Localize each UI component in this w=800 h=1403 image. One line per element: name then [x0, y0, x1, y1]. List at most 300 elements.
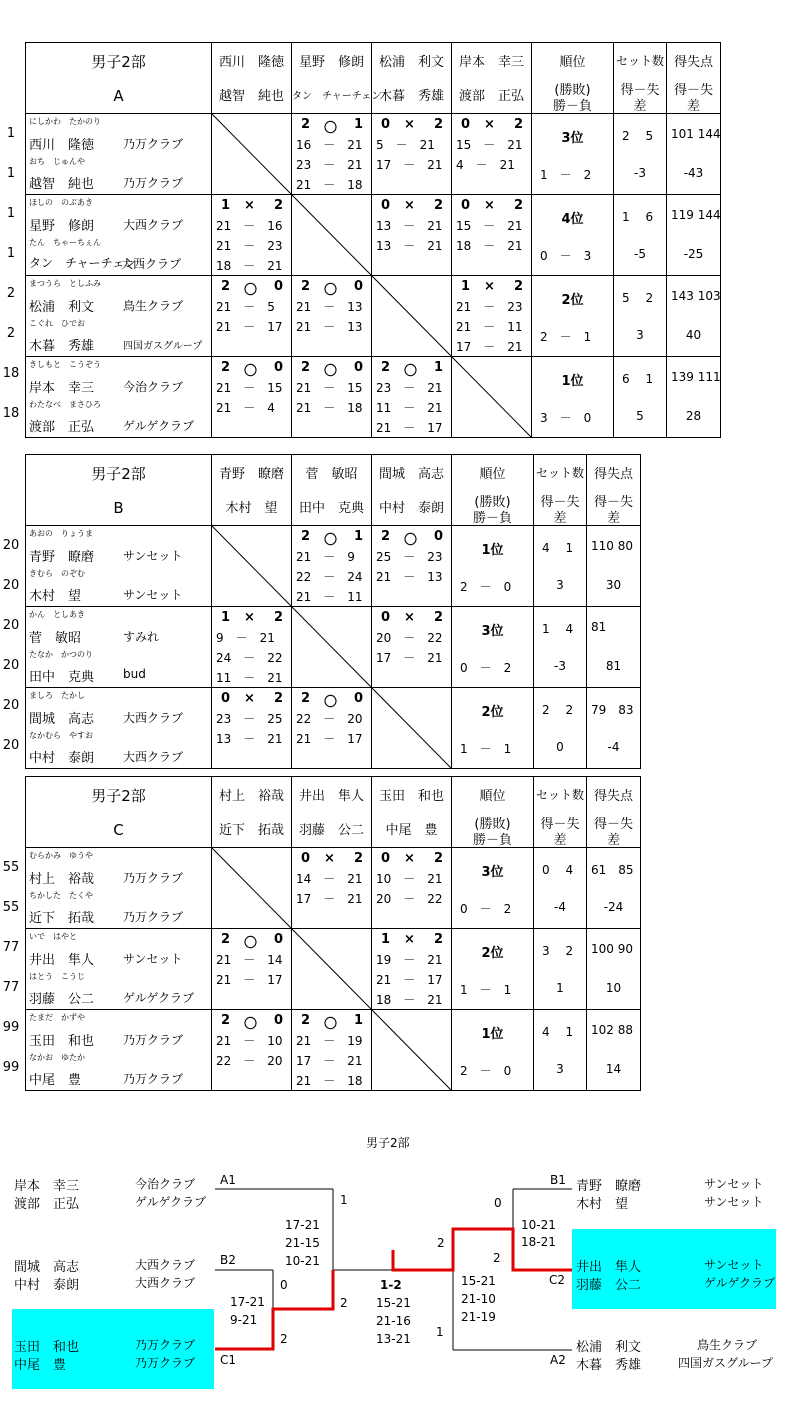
player-club: 大西クラブ: [123, 711, 184, 725]
match-sets-lost: 2: [354, 851, 364, 866]
game-score: 21 － 18: [296, 1074, 363, 1088]
set-header: セット数: [535, 788, 584, 802]
game-score: 21 － 17: [376, 421, 443, 435]
match-sets-lost: 0: [434, 529, 444, 544]
group-c: [0, 776, 800, 1097]
win-loss-record: 3 － 0: [540, 411, 592, 425]
player-club: サンセット: [123, 588, 183, 602]
player-row: [26, 688, 641, 769]
match-result-mark: 〇: [244, 936, 258, 951]
player-club: 鳥生クラブ: [123, 299, 184, 313]
rank-value: 2位: [481, 946, 504, 961]
column-player-bottom: 木暮 秀雄: [378, 89, 444, 104]
column-player-top: 西川 隆徳: [218, 55, 284, 70]
match-sets-won: 2: [301, 117, 311, 132]
game-score: 18 － 21: [216, 259, 283, 273]
rank-subheader: 勝－負: [552, 99, 592, 114]
match-sets-lost: 2: [274, 610, 284, 625]
player-name: 渡部 正弘: [29, 420, 95, 435]
bracket-match-score: 1: [340, 1193, 348, 1207]
rank-subheader: (勝敗): [554, 83, 591, 98]
game-score: 23 － 21: [296, 158, 363, 172]
game-score: 17 － 21: [296, 892, 363, 906]
match-sets-lost: 0: [354, 279, 364, 294]
column-player-bottom: 中尾 豊: [385, 823, 438, 838]
game-score: 9-21: [230, 1313, 258, 1327]
player-club: 乃万クラブ: [123, 176, 184, 190]
bracket-player-club: 今治クラブ: [135, 1177, 196, 1191]
game-score: 21 － 17: [216, 973, 283, 987]
bracket-seed: A1: [220, 1173, 236, 1187]
game-score: 22 － 20: [296, 712, 363, 726]
player-club: 乃万クラブ: [123, 871, 184, 885]
player-kana: なかむら やすお: [29, 731, 93, 740]
bracket-player-club: サンセット: [704, 1258, 764, 1272]
column-player-bottom: 田中 克典: [298, 501, 364, 516]
row-number: 55: [2, 860, 20, 875]
game-score: 17 － 21: [376, 158, 443, 172]
player-name: 中尾 豊: [29, 1073, 82, 1088]
match-result-mark: 〇: [404, 364, 418, 379]
game-score: 21-19: [461, 1310, 496, 1324]
row-number: 77: [2, 940, 20, 955]
match-sets-lost: 0: [354, 691, 364, 706]
row-number: 55: [2, 900, 20, 915]
rank-value: 4位: [561, 212, 584, 227]
set-difference: 5: [636, 409, 644, 423]
win-loss-record: 2 － 0: [460, 1064, 512, 1078]
point-totals: 139 111: [671, 370, 721, 384]
point-difference: 10: [605, 981, 622, 995]
player-row: [26, 848, 641, 929]
game-score: 17 － 21: [296, 1054, 363, 1068]
match-sets-won: 2: [381, 529, 391, 544]
game-score: 22 － 24: [296, 570, 363, 584]
column-player-top: 青野 瞭磨: [218, 467, 284, 482]
set-count: 4 1: [542, 1025, 574, 1039]
group-b: [0, 454, 800, 767]
set-difference: 3: [636, 328, 644, 342]
rank-subheader: (勝敗): [474, 817, 511, 832]
rank-value: 2位: [481, 705, 504, 720]
match-result-mark: ×: [484, 117, 495, 132]
set-subheader: 差: [553, 511, 567, 526]
match-sets-won: 2: [221, 1013, 231, 1028]
group-label: B: [113, 499, 124, 517]
player-club: 四国ガスグループ: [123, 341, 203, 352]
match-result-mark: ×: [244, 198, 255, 213]
match-sets-lost: 1: [434, 360, 444, 375]
bracket-player-name: 岸本 幸三: [14, 1179, 80, 1194]
win-loss-record: 0 － 2: [460, 902, 512, 916]
player-row: [26, 195, 721, 276]
bracket-match-score: 2: [493, 1251, 501, 1265]
group-a: [0, 42, 800, 434]
set-count: 1 6: [622, 210, 654, 224]
player-kana: あおの りょうま: [29, 529, 93, 538]
player-kana: はとう こうじ: [29, 972, 85, 981]
match-sets-lost: 0: [274, 360, 284, 375]
win-loss-record: 2 － 0: [460, 580, 512, 594]
match-sets-lost: 2: [434, 117, 444, 132]
game-score: 18 － 21: [456, 239, 523, 253]
row-number: 2: [6, 286, 16, 301]
point-totals: 81: [591, 620, 607, 634]
player-name: 近下 拓哉: [29, 911, 95, 926]
match-result-mark: 〇: [244, 364, 258, 379]
round-robin-table: [25, 42, 721, 438]
game-score: 21 － 11: [296, 590, 363, 604]
player-club: 今治クラブ: [123, 380, 184, 394]
set-difference: 1: [556, 981, 564, 995]
point-totals: 61 85: [591, 863, 634, 877]
column-player-top: 間城 高志: [378, 467, 444, 482]
match-sets-lost: 2: [514, 117, 524, 132]
game-score: 21 － 15: [296, 381, 363, 395]
bracket-player-name: 木村 望: [576, 1197, 629, 1212]
player-club: 乃万クラブ: [123, 1033, 184, 1047]
player-club: ゲルゲクラブ: [123, 419, 195, 433]
match-result-mark: 〇: [324, 283, 338, 298]
win-loss-record: 2 － 1: [540, 330, 592, 344]
column-player-bottom: 中村 泰朗: [378, 501, 444, 516]
player-kana: かん としあき: [29, 610, 85, 619]
bracket-player-name: 間城 高志: [14, 1260, 80, 1275]
player-name: 井出 隼人: [29, 953, 95, 968]
row-number: 20: [2, 538, 20, 553]
match-result-mark: 〇: [324, 533, 338, 548]
set-difference: 3: [556, 1062, 564, 1076]
bracket-player-club: 乃万クラブ: [135, 1338, 196, 1352]
player-name: 羽藤 公二: [29, 992, 95, 1007]
point-difference: -43: [683, 166, 704, 180]
point-header: 得失点: [673, 55, 713, 70]
match-sets-won: 1: [221, 198, 231, 213]
set-subheader: 差: [553, 833, 567, 848]
set-count: 6 1: [622, 372, 654, 386]
match-result-mark: ×: [404, 610, 415, 625]
column-player-bottom: 羽藤 公二: [298, 823, 364, 838]
point-header: 得失点: [593, 467, 633, 482]
self-match-diagonal: [212, 526, 291, 606]
rank-value: 3位: [481, 624, 504, 639]
point-totals: 119 144: [671, 208, 721, 222]
bracket-seed: B2: [220, 1253, 236, 1267]
player-name: 田中 克典: [29, 670, 95, 685]
game-score: 22 － 20: [216, 1054, 283, 1068]
bracket-player-name: 松浦 利文: [576, 1340, 642, 1355]
column-player-top: 松浦 利文: [378, 55, 444, 70]
set-difference: 0: [556, 740, 564, 754]
group-title: 男子2部: [91, 787, 146, 805]
game-score: 21 － 23: [216, 239, 283, 253]
player-kana: こぐれ ひでお: [29, 319, 85, 328]
set-subheader: 得－失: [540, 495, 580, 510]
self-match-diagonal: [372, 688, 451, 768]
game-score: 21 － 10: [216, 1034, 283, 1048]
game-score: 10-21: [521, 1218, 556, 1232]
set-subheader: 得－失: [620, 83, 660, 98]
column-player-top: 井出 隼人: [298, 789, 364, 804]
match-result-mark: ×: [404, 198, 415, 213]
set-subheader: 得－失: [540, 817, 580, 832]
bracket-player-name: 渡部 正弘: [14, 1197, 80, 1212]
self-match-diagonal: [292, 195, 371, 275]
match-result-mark: ×: [244, 691, 255, 706]
game-score: 21 － 13: [296, 320, 363, 334]
match-sets-won: 2: [221, 279, 231, 294]
row-number: 1: [6, 166, 16, 181]
game-score: 17-21: [230, 1295, 265, 1309]
player-club: ゲルゲクラブ: [123, 991, 195, 1005]
player-row: [26, 114, 721, 195]
game-score: 17-21: [285, 1218, 320, 1232]
set-count: 1 4: [542, 622, 574, 636]
match-result-mark: 〇: [324, 1017, 338, 1032]
player-club: bud: [123, 667, 146, 681]
match-result-mark: 〇: [324, 695, 338, 710]
round-robin-table: [25, 454, 641, 769]
match-sets-lost: 1: [354, 1013, 364, 1028]
game-score: 21 － 19: [296, 1034, 363, 1048]
point-totals: 102 88: [591, 1023, 633, 1037]
set-difference: -5: [634, 247, 646, 261]
bracket-seed: C2: [549, 1273, 566, 1287]
match-sets-lost: 0: [274, 1013, 284, 1028]
match-sets-won: 2: [381, 360, 391, 375]
match-result-mark: 〇: [244, 283, 258, 298]
tournament-bracket: [0, 1120, 800, 1403]
set-difference: -4: [554, 900, 566, 914]
point-totals: 100 90: [591, 942, 633, 956]
row-number: 20: [2, 698, 20, 713]
game-score: 23 － 21: [376, 381, 443, 395]
player-name: 中村 泰朗: [29, 751, 95, 766]
set-count: 5 2: [622, 291, 654, 305]
match-result-mark: ×: [404, 851, 415, 866]
point-subheader: 得－失: [673, 83, 713, 98]
point-difference: -4: [607, 740, 620, 754]
point-difference: 40: [685, 328, 702, 342]
bracket-match-score: 0: [280, 1278, 288, 1292]
row-number: 18: [2, 406, 20, 421]
player-club: サンセット: [123, 952, 183, 966]
match-sets-won: 0: [461, 117, 471, 132]
rank-value: 1位: [561, 374, 584, 389]
bracket-player-club: 大西クラブ: [135, 1258, 196, 1272]
rank-value: 3位: [561, 131, 584, 146]
match-sets-lost: 2: [434, 932, 444, 947]
player-row: [26, 929, 641, 1010]
row-number: 77: [2, 980, 20, 995]
player-kana: ましろ たかし: [29, 691, 85, 700]
column-player-bottom: 渡部 正弘: [458, 89, 524, 104]
point-subheader: 差: [686, 99, 700, 114]
player-kana: むらかみ ゆうや: [29, 851, 93, 860]
bracket-match-score: 2: [437, 1236, 445, 1250]
point-totals: 79 83: [591, 703, 634, 717]
point-difference: -25: [683, 247, 704, 261]
match-sets-won: 2: [301, 360, 311, 375]
bracket-seed: B1: [550, 1173, 566, 1187]
match-result-mark: 〇: [244, 1017, 258, 1032]
bracket-player-name: 羽藤 公二: [576, 1278, 642, 1293]
point-totals: 143 103: [671, 289, 721, 303]
row-number: 20: [2, 578, 20, 593]
player-kana: なかお ゆたか: [29, 1053, 85, 1062]
set-subheader: 差: [633, 99, 647, 114]
win-loss-record: 0 － 3: [540, 249, 592, 263]
rank-value: 1位: [481, 1027, 504, 1042]
game-score: 21 － 13: [296, 300, 363, 314]
rank-value: 2位: [561, 293, 584, 308]
point-difference: 81: [605, 659, 622, 673]
game-score: 21 － 4: [216, 401, 275, 415]
row-number: 1: [6, 126, 16, 141]
column-player-top: 岸本 幸三: [458, 55, 524, 70]
self-match-diagonal: [292, 929, 371, 1009]
match-sets-lost: 1: [354, 117, 364, 132]
bracket-player-name: 中尾 豊: [14, 1358, 67, 1373]
win-loss-record: 1 － 1: [460, 983, 512, 997]
game-score: 21-10: [461, 1292, 496, 1306]
player-kana: まつうら としふみ: [29, 279, 101, 288]
point-subheader: 差: [606, 511, 620, 526]
rank-header: 順位: [479, 467, 506, 482]
game-score: 18 － 21: [376, 993, 443, 1007]
set-count: 2 5: [622, 129, 654, 143]
player-name: 玉田 和也: [29, 1034, 95, 1049]
bracket-player-club: 乃万クラブ: [135, 1356, 196, 1370]
player-name: 木村 望: [29, 589, 82, 604]
match-result-mark: ×: [484, 279, 495, 294]
group-title: 男子2部: [91, 465, 146, 483]
bracket-player-name: 玉田 和也: [14, 1340, 80, 1355]
game-score: 20 － 22: [376, 892, 443, 906]
game-score: 15-21: [376, 1296, 411, 1310]
bracket-player-club: 鳥生クラブ: [697, 1338, 758, 1352]
player-kana: たまだ かずや: [29, 1013, 85, 1022]
bracket-player-club: サンセット: [704, 1177, 764, 1191]
player-name: 間城 高志: [29, 712, 95, 727]
match-sets-lost: 2: [434, 198, 444, 213]
bracket-player-club: 四国ガスグループ: [678, 1356, 774, 1370]
set-difference: -3: [634, 166, 646, 180]
match-sets-lost: 0: [354, 360, 364, 375]
player-club: 大西クラブ: [121, 257, 182, 271]
player-kana: わたなべ まさひろ: [29, 400, 101, 409]
player-kana: おち じゅんや: [29, 157, 85, 166]
player-name: 星野 修朗: [29, 219, 95, 234]
self-match-diagonal: [372, 276, 451, 356]
win-loss-record: 1 － 1: [460, 742, 512, 756]
match-sets-won: 1: [381, 932, 391, 947]
win-loss-record: 0 － 2: [460, 661, 512, 675]
match-result-mark: ×: [244, 610, 255, 625]
player-name: 青野 瞭磨: [29, 550, 95, 565]
game-score: 9 － 21: [216, 631, 275, 645]
game-score: 13 － 21: [376, 239, 443, 253]
bracket-player-name: 青野 瞭磨: [576, 1179, 642, 1194]
player-name: 村上 裕哉: [29, 872, 95, 887]
player-name: 西川 隆徳: [29, 138, 95, 153]
match-result-mark: 〇: [324, 364, 338, 379]
player-name: 越智 純也: [29, 177, 95, 192]
game-score: 21 － 15: [216, 381, 283, 395]
player-club: 乃万クラブ: [123, 910, 184, 924]
player-club: 大西クラブ: [123, 218, 184, 232]
game-score: 23 － 25: [216, 712, 283, 726]
rank-subheader: 勝－負: [472, 833, 512, 848]
match-sets-won: 2: [221, 360, 231, 375]
match-sets-lost: 0: [274, 932, 284, 947]
match-sets-won: 0: [381, 117, 391, 132]
match-sets-lost: 0: [274, 279, 284, 294]
bracket-player-name: 木暮 秀雄: [576, 1358, 642, 1373]
match-sets-lost: 2: [514, 279, 524, 294]
game-score: 21 － 18: [296, 401, 363, 415]
match-result-mark: ×: [404, 117, 415, 132]
game-score: 10-21: [285, 1254, 320, 1268]
game-score: 25 － 23: [376, 550, 443, 564]
game-score: 15-21: [461, 1274, 496, 1288]
match-sets-lost: 1: [354, 529, 364, 544]
bracket-player-club: 大西クラブ: [135, 1276, 196, 1290]
point-totals: 101 144: [671, 127, 721, 141]
player-kana: ほしの のぶあき: [29, 198, 93, 207]
player-row: [26, 357, 721, 438]
player-name: 菅 敏昭: [29, 631, 82, 646]
player-row: [26, 1010, 641, 1091]
game-score: 17 － 21: [376, 651, 443, 665]
match-sets-lost: 2: [274, 198, 284, 213]
game-score: 17 － 21: [456, 340, 523, 354]
final-result: 1-2: [380, 1278, 402, 1292]
player-name: 岸本 幸三: [29, 381, 95, 396]
match-sets-lost: 2: [434, 610, 444, 625]
match-result-mark: ×: [484, 198, 495, 213]
column-player-bottom: 木村 望: [225, 501, 278, 516]
game-score: 13-21: [376, 1332, 411, 1346]
game-score: 21 － 9: [296, 550, 355, 564]
column-player-top: 玉田 和也: [378, 789, 444, 804]
game-score: 24 － 22: [216, 651, 283, 665]
set-difference: -3: [554, 659, 566, 673]
player-kana: きむら のぞむ: [29, 569, 85, 578]
row-number: 20: [2, 658, 20, 673]
group-title: 男子2部: [91, 53, 146, 71]
match-sets-won: 0: [461, 198, 471, 213]
rank-subheader: (勝敗): [474, 495, 511, 510]
match-sets-lost: 2: [514, 198, 524, 213]
game-score: 21 － 23: [456, 300, 523, 314]
player-kana: たなか かつのり: [29, 650, 93, 659]
win-loss-record: 1 － 2: [540, 168, 592, 182]
match-sets-lost: 2: [434, 851, 444, 866]
group-label: A: [113, 87, 124, 105]
rank-value: 1位: [481, 543, 504, 558]
game-score: 21 － 11: [456, 320, 523, 334]
player-kana: きしもと こうぞう: [29, 360, 101, 369]
game-score: 4 － 21: [456, 158, 515, 172]
bracket-seed: C1: [220, 1353, 237, 1367]
column-player-bottom: 越智 純也: [218, 89, 284, 104]
self-match-diagonal: [292, 607, 371, 687]
column-player-top: 菅 敏昭: [305, 467, 358, 482]
match-sets-won: 2: [301, 279, 311, 294]
row-number: 20: [2, 738, 20, 753]
game-score: 21 － 17: [296, 732, 363, 746]
